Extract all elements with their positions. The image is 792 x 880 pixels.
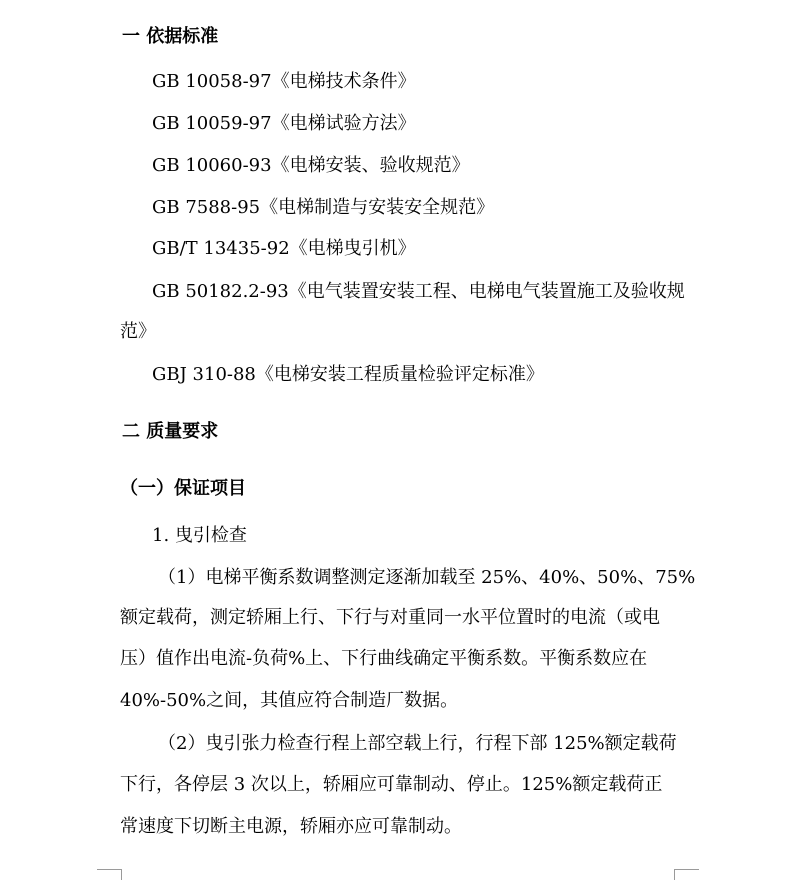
standard-item: GB 7588-95《电梯制造与安装安全规范》 — [152, 197, 495, 218]
standard-item: GB 50182.2-93《电气装置安装工程、电梯电气装置施工及验收规 — [152, 281, 685, 302]
paragraph-line: 额定载荷，测定轿厢上行、下行与对重同一水平位置时的电流（或电 — [120, 607, 660, 628]
section-heading-basis: 一 依据标准 — [122, 26, 219, 47]
item-heading-traction: 1. 曳引检查 — [152, 525, 247, 546]
page-corner-mark-right — [674, 869, 699, 880]
section-heading-quality: 二 质量要求 — [122, 421, 219, 442]
page-corner-mark-left — [97, 869, 122, 880]
standard-item: GB 10058-97《电梯技术条件》 — [152, 71, 416, 92]
paragraph-line: 下行，各停层 3 次以上，轿厢应可靠制动、停止。125%额定载荷正 — [120, 774, 663, 795]
standard-item: GB/T 13435-92《电梯曳引机》 — [152, 238, 416, 259]
paragraph-line: 40%-50%之间，其值应符合制造厂数据。 — [120, 690, 459, 711]
paragraph-line: （2）曳引张力检查行程上部空载上行，行程下部 125%额定载荷 — [158, 733, 677, 754]
subsection-heading-guarantee: （一）保证项目 — [120, 478, 246, 499]
standard-item: GBJ 310-88《电梯安装工程质量检验评定标准》 — [152, 364, 544, 385]
paragraph-line: 压）值作出电流-负荷%上、下行曲线确定平衡系数。平衡系数应在 — [120, 648, 648, 669]
standard-item: GB 10059-97《电梯试验方法》 — [152, 113, 416, 134]
standard-item-continuation: 范》 — [120, 321, 156, 342]
standard-item: GB 10060-93《电梯安装、验收规范》 — [152, 155, 470, 176]
paragraph-line: （1）电梯平衡系数调整测定逐渐加载至 25%、40%、50%、75% — [158, 567, 696, 588]
paragraph-line: 常速度下切断主电源，轿厢亦应可靠制动。 — [120, 816, 462, 837]
